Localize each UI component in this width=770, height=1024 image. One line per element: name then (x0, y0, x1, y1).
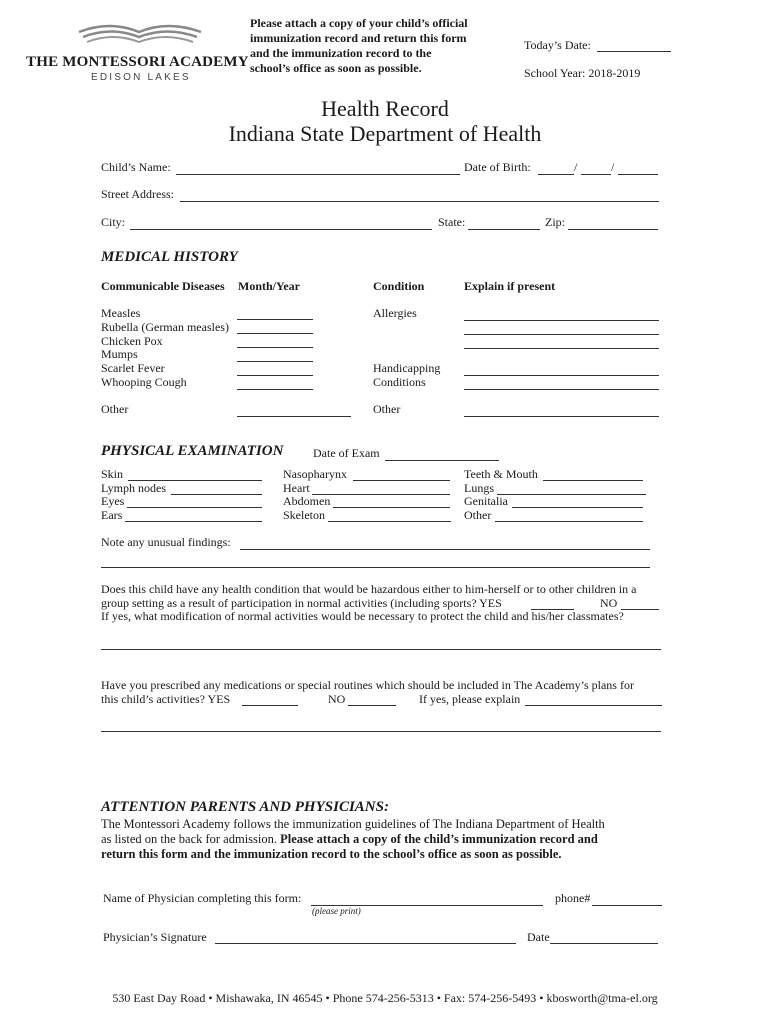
exam-item-label: Skin (101, 467, 124, 481)
whooping-cough-date-field[interactable] (237, 389, 313, 390)
medication-yes-field[interactable] (242, 705, 298, 706)
exam-item-label: Heart (283, 481, 310, 495)
open-book-icon (75, 18, 205, 46)
allergies-explain-field[interactable] (464, 334, 659, 335)
exam-item-label: Genitalia (464, 494, 508, 508)
unusual-findings-field[interactable] (240, 549, 650, 550)
scarlet-fever-date-field[interactable] (237, 375, 313, 376)
exam-item-label: Nasopharynx (283, 467, 347, 481)
eyes-field[interactable] (127, 507, 262, 508)
disease-label: Whooping Cough (101, 375, 187, 389)
conditions-label: Conditions (373, 375, 426, 389)
street-label: Street Address: (101, 187, 174, 201)
lungs-field[interactable] (497, 494, 646, 495)
attention-text: The Montessori Academy follows the immunization guidelines of The Indiana Department of Health (101, 817, 605, 831)
allergies-explain-field[interactable] (464, 320, 659, 321)
exam-date-label: Date of Exam (313, 446, 380, 460)
zip-label: Zip: (545, 215, 565, 229)
notice-line: and the immunization record to the (250, 46, 432, 60)
col-header-condition: Condition (373, 279, 425, 293)
todays-date-label: Today’s Date: (524, 38, 591, 52)
page-subtitle: Indiana State Department of Health (228, 121, 542, 146)
logo-subtitle: EDISON LAKES (91, 72, 191, 83)
physician-date-field[interactable] (550, 943, 658, 944)
allergies-label: Allergies (373, 306, 417, 320)
physician-date-label: Date (527, 930, 550, 944)
hazard-question: Does this child have any health condition that would be hazardous either to him-herself or to other children in a (101, 582, 637, 596)
physician-signature-label: Physician’s Signature (103, 930, 207, 944)
hazard-no-field[interactable] (621, 609, 659, 610)
please-print-note: (please print) (312, 906, 361, 916)
notice-line: school’s office as soon as possible. (250, 61, 422, 75)
hazard-question-line2: group setting as a result of participation in normal activities (including sports? YES (101, 596, 502, 610)
col-header-month-year: Month/Year (238, 279, 300, 293)
notice-line: immunization record and return this form (250, 31, 467, 45)
city-field[interactable] (130, 229, 432, 230)
exam-item-label: Ears (101, 508, 123, 522)
handicapping-explain-field[interactable] (464, 375, 659, 376)
exam-item-label: Lymph nodes (101, 481, 166, 495)
col-header-diseases: Communicable Diseases (101, 279, 225, 293)
child-name-field[interactable] (176, 174, 460, 175)
heart-field[interactable] (312, 494, 450, 495)
notice-line: Please attach a copy of your child’s official (250, 16, 468, 30)
dob-separator: / (611, 160, 615, 174)
skin-field[interactable] (128, 480, 262, 481)
physician-phone-label: phone# (555, 891, 591, 905)
mumps-date-field[interactable] (237, 361, 313, 362)
medication-explain-field[interactable] (525, 705, 662, 706)
logo-name: THE MONTESSORI ACADEMY (26, 54, 249, 70)
todays-date-field[interactable] (597, 51, 671, 52)
attention-heading: ATTENTION PARENTS AND PHYSICIANS: (101, 799, 389, 815)
exam-date-field[interactable] (385, 460, 499, 461)
handicapping-explain-field[interactable] (464, 389, 659, 390)
hazard-no-label: NO (600, 596, 618, 610)
medication-no-label: NO (328, 692, 346, 706)
chicken-pox-date-field[interactable] (237, 347, 313, 348)
modification-answer-field[interactable] (101, 649, 661, 650)
teeth-mouth-field[interactable] (543, 480, 643, 481)
medication-question: Have you prescribed any medications or special routines which should be included in The Academy’s plans for (101, 678, 634, 692)
other-condition-field[interactable] (464, 416, 659, 417)
medical-history-heading: MEDICAL HISTORY (101, 249, 238, 265)
exam-item-label: Eyes (101, 494, 125, 508)
physician-name-label: Name of Physician completing this form: (103, 891, 302, 905)
other-disease-label: Other (101, 402, 129, 416)
other-condition-label: Other (373, 402, 401, 416)
state-label: State: (438, 215, 466, 229)
disease-label: Scarlet Fever (101, 361, 165, 375)
attention-text-line2 (101, 832, 598, 847)
medication-explain-label: If yes, please explain (419, 692, 521, 706)
ears-field[interactable] (125, 521, 262, 522)
exam-item-label: Teeth & Mouth (464, 467, 538, 481)
physician-phone-field[interactable] (592, 905, 662, 906)
lymph-nodes-field[interactable] (171, 494, 262, 495)
unusual-findings-field-2[interactable] (101, 567, 650, 568)
skeleton-field[interactable] (328, 521, 451, 522)
state-field[interactable] (468, 229, 540, 230)
dob-month-field[interactable] (538, 174, 574, 175)
nasopharynx-field[interactable] (353, 480, 450, 481)
attention-text-line3: return this form and the immunization record to the school’s office as soon as possible. (101, 847, 562, 861)
abdomen-field[interactable] (333, 507, 450, 508)
attention-text-bold: Please attach a copy of the child’s immunization record and (280, 832, 598, 846)
unusual-findings-label: Note any unusual findings: (101, 535, 231, 549)
city-label: City: (101, 215, 126, 229)
disease-label: Chicken Pox (101, 334, 163, 348)
disease-label: Mumps (101, 347, 138, 361)
dob-year-field[interactable] (618, 174, 658, 175)
medication-question-line2: this child’s activities? YES (101, 692, 231, 706)
other-exam-field[interactable] (495, 521, 643, 522)
dob-day-field[interactable] (581, 174, 611, 175)
dob-separator: / (574, 160, 578, 174)
measles-date-field[interactable] (237, 319, 313, 320)
allergies-explain-field[interactable] (464, 348, 659, 349)
modification-question: If yes, what modification of normal activities would be necessary to protect the child and his/her classmates? (101, 609, 624, 623)
col-header-explain: Explain if present (464, 279, 556, 293)
medication-answer-field[interactable] (101, 731, 661, 732)
medication-no-field[interactable] (348, 705, 396, 706)
exam-item-label: Abdomen (283, 494, 331, 508)
other-disease-field[interactable] (237, 416, 351, 417)
exam-item-label: Other (464, 508, 492, 522)
zip-field[interactable] (568, 229, 658, 230)
disease-label: Measles (101, 306, 141, 320)
dob-label: Date of Birth: (464, 160, 531, 174)
rubella-date-field[interactable] (237, 333, 313, 334)
disease-label: Rubella (German measles) (101, 320, 229, 334)
school-year: School Year: 2018-2019 (524, 66, 641, 80)
street-field[interactable] (180, 201, 659, 202)
physical-exam-heading: PHYSICAL EXAMINATION (101, 443, 284, 459)
page-title: Health Record (321, 96, 449, 121)
child-name-label: Child’s Name: (101, 160, 171, 174)
footer-address: 530 East Day Road • Mishawaka, IN 46545 • Phone 574-256-5313 • Fax: 574-256-5493 • kbosworth@tma-el.org (112, 991, 658, 1005)
attention-text-normal: as listed on the back for admission. (101, 832, 278, 846)
exam-item-label: Lungs (464, 481, 494, 495)
exam-item-label: Skeleton (283, 508, 325, 522)
genitalia-field[interactable] (512, 507, 643, 508)
physician-signature-field[interactable] (215, 943, 516, 944)
handicapping-label: Handicapping (373, 361, 441, 375)
